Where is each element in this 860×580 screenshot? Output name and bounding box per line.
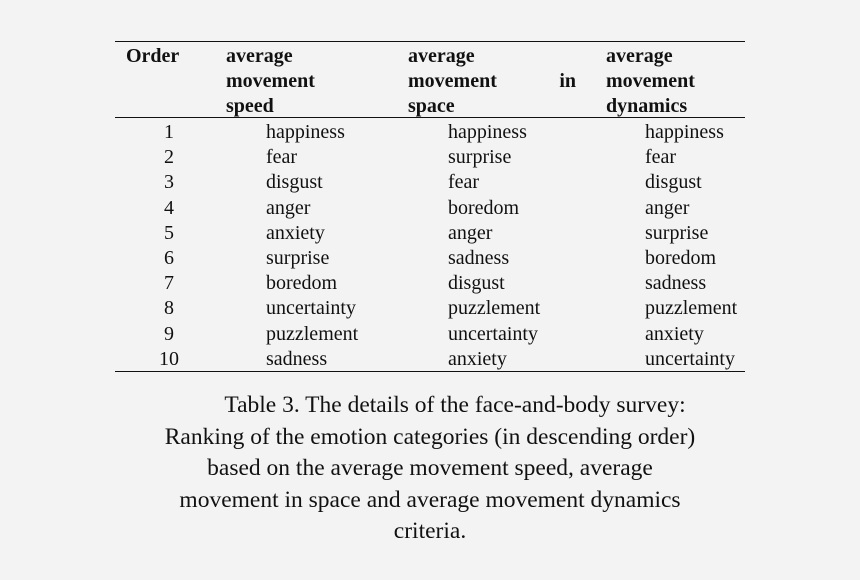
header-average-movement-in-space <box>408 44 576 119</box>
dynamics-cell: puzzlement <box>645 297 738 320</box>
speed-cell: fear <box>266 146 298 169</box>
dynamics-cell: happiness <box>645 121 724 143</box>
table-row <box>0 170 860 195</box>
header-line: speed <box>226 95 274 117</box>
space-cell: disgust <box>448 272 505 295</box>
speed-cell: disgust <box>266 171 323 194</box>
table-row <box>0 322 860 347</box>
table-row <box>0 246 860 271</box>
header-word: movement <box>408 70 497 92</box>
space-cell: sadness <box>448 246 510 269</box>
dynamics-cell: uncertainty <box>645 347 735 370</box>
table-row <box>0 145 860 170</box>
table-row <box>0 347 860 372</box>
header-order <box>126 44 179 69</box>
header-order-label: Order <box>126 45 180 67</box>
speed-cell: sadness <box>266 347 328 370</box>
dynamics-cell: boredom <box>645 246 717 269</box>
table-body <box>0 120 860 372</box>
table-row <box>0 221 860 246</box>
speed-cell: anxiety <box>266 221 325 244</box>
speed-cell: uncertainty <box>266 297 356 320</box>
table-caption <box>100 390 760 548</box>
dynamics-cell: disgust <box>645 171 702 194</box>
header-line: dynamics <box>606 95 688 117</box>
caption-line: Table 3. The details of the face-and-body survey: <box>224 392 686 418</box>
caption-line: Ranking of the emotion categories (in descending order) <box>164 423 696 450</box>
table-top-rule <box>115 41 745 42</box>
order-cell: 1 <box>164 121 174 143</box>
dynamics-cell: fear <box>645 146 677 169</box>
order-cell: 10 <box>159 347 179 370</box>
order-cell: 4 <box>164 196 174 219</box>
speed-cell: happiness <box>266 121 345 143</box>
order-cell: 8 <box>164 297 174 320</box>
order-cell: 6 <box>164 246 174 269</box>
caption-line: criteria. <box>393 518 467 544</box>
table-bottom-rule <box>115 371 745 372</box>
header-line: average <box>606 45 673 67</box>
space-cell: uncertainty <box>448 322 538 345</box>
header-line: average <box>226 45 293 67</box>
table-row <box>0 120 860 145</box>
header-line <box>408 69 576 94</box>
header-word: in <box>559 70 576 92</box>
caption-line: based on the average movement speed, average <box>207 455 653 481</box>
dynamics-cell: surprise <box>645 221 709 244</box>
dynamics-cell: sadness <box>645 272 707 295</box>
table-row <box>0 196 860 221</box>
order-cell: 2 <box>164 146 174 169</box>
header-line: movement <box>226 70 315 92</box>
header-average-movement-dynamics <box>606 44 746 119</box>
space-cell: anxiety <box>448 347 507 370</box>
table-row <box>0 271 860 296</box>
space-cell: anger <box>448 221 493 244</box>
header-line: average <box>408 45 475 67</box>
space-cell: surprise <box>448 146 512 169</box>
space-cell: puzzlement <box>448 297 541 320</box>
speed-cell: anger <box>266 196 311 219</box>
space-cell: fear <box>448 171 480 194</box>
order-cell: 3 <box>164 171 174 194</box>
speed-cell: boredom <box>266 272 338 295</box>
dynamics-cell: anger <box>645 196 690 219</box>
order-cell: 9 <box>164 322 174 345</box>
order-cell: 5 <box>164 221 174 244</box>
header-line: movement <box>606 70 695 92</box>
header-line: space <box>408 95 455 117</box>
caption-line: movement in space and average movement dynamics <box>179 486 681 513</box>
dynamics-cell: anxiety <box>645 322 704 345</box>
order-cell: 7 <box>164 272 174 295</box>
header-average-movement-speed <box>226 44 386 119</box>
table-row <box>0 296 860 321</box>
speed-cell: surprise <box>266 246 330 269</box>
space-cell: happiness <box>448 121 527 143</box>
speed-cell: puzzlement <box>266 322 359 345</box>
table-header-rule <box>115 117 745 118</box>
space-cell: boredom <box>448 196 520 219</box>
